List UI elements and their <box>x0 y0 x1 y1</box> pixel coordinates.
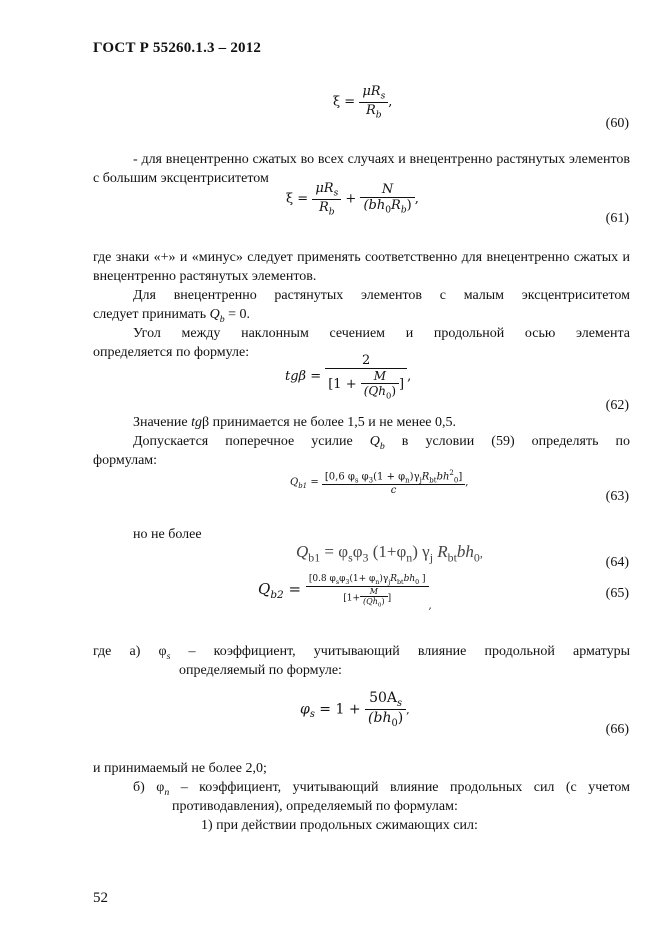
formula-65: $Q_{b2}$ = [0.8 $\varphi_s\varphi_3(1+ \varphi_n)\gamma_jR_{bt}bh_0$ ] [1+ $\frac{M}{(Qh_0)}$ ] $_,$ <box>258 574 432 612</box>
paragraph-max-2: и принимаемый не более 2,0; <box>93 761 267 776</box>
formula-60: ξ = $\frac{\mu R_s}{R_b}$ , <box>333 84 393 121</box>
paragraph-coef-n-line2: противодавления), определяемый по формулам: <box>172 799 458 814</box>
paragraph-angle-line1: Угол между наклонным сечением и продольной осью элемента <box>133 326 630 341</box>
paragraph-tension-line1: Для внецентренно растянутых элементов с малым эксцентриситетом <box>133 288 630 303</box>
paragraph-coef-n-line1: б) $\varphi_n$ – коэффициент, учитывающий влияние продольных сил (с учетом <box>133 780 630 798</box>
paragraph-not-more: но не более <box>133 527 202 542</box>
formula-62: tgβ = 2 [1 + $\frac{M}{(Qh_0)}$ ] , <box>285 353 412 401</box>
equation-number-61: (61) <box>605 211 629 226</box>
document-header: ГОСТ Р 55260.1.3 – 2012 <box>93 40 262 56</box>
paragraph-shear-line1: Допускается поперечное усилие $Q_b$ в условии (59) определять по <box>133 434 630 452</box>
equation-number-60: (60) <box>605 116 629 131</box>
paragraph-coef-s-line1: где а) $\varphi_s$ – коэффициент, учитывающий влияние продольной арматуры <box>93 644 630 662</box>
formula-66: $\varphi_s = 1$ + $\frac{50A_s}{(bh_0)}$ , <box>300 690 410 729</box>
formula-64: $Q_{b1} = \varphi_s\varphi_3$ $(1+\varphi_n)$ $\gamma_j$ $R_{bt}bh_0$, <box>296 542 483 565</box>
paragraph-tg-value: Значение tgβ принимается не более 1,5 и не менее 0,5. <box>133 415 456 430</box>
equation-number-62: (62) <box>605 398 629 413</box>
paragraph-shear-line2: формулам: <box>93 453 158 468</box>
paragraph-eccentric: - для внецентренно сжатых во всех случаях и внецентренно растянутых элементов с большим эксцентриситетом <box>93 152 630 186</box>
equation-number-64: (64) <box>605 555 629 570</box>
paragraph-signs: где знаки «+» и «минус» следует применять соответственно для внецентренно сжатых и внецентренно растянутых элементов. <box>93 250 630 284</box>
formula-61: ξ = $\frac{\mu R_s}{R_b}$ + $\frac{N}{(bh_0R_b)}$ , <box>286 181 419 218</box>
paragraph-coef-s-line2: определяемый по формуле: <box>179 663 342 678</box>
paragraph-compressive-forces: 1) при действии продольных сжимающих сил: <box>201 818 478 833</box>
equation-number-63: (63) <box>605 489 629 504</box>
page-number: 52 <box>93 890 108 906</box>
paragraph-angle-line2: определяется по формуле: <box>93 345 250 360</box>
paragraph-tension-line2: следует принимать $Q_b = 0$. <box>93 307 251 325</box>
formula-63: $Q_{b1}$ = $\frac{[0,6 \varphi_s \varphi_3(1 + \varphi_n)\gamma_jR_{bt}bh^2_0]}{c}$ , <box>290 469 469 497</box>
equation-number-66: (66) <box>605 722 629 737</box>
equation-number-65: (65) <box>605 586 629 601</box>
